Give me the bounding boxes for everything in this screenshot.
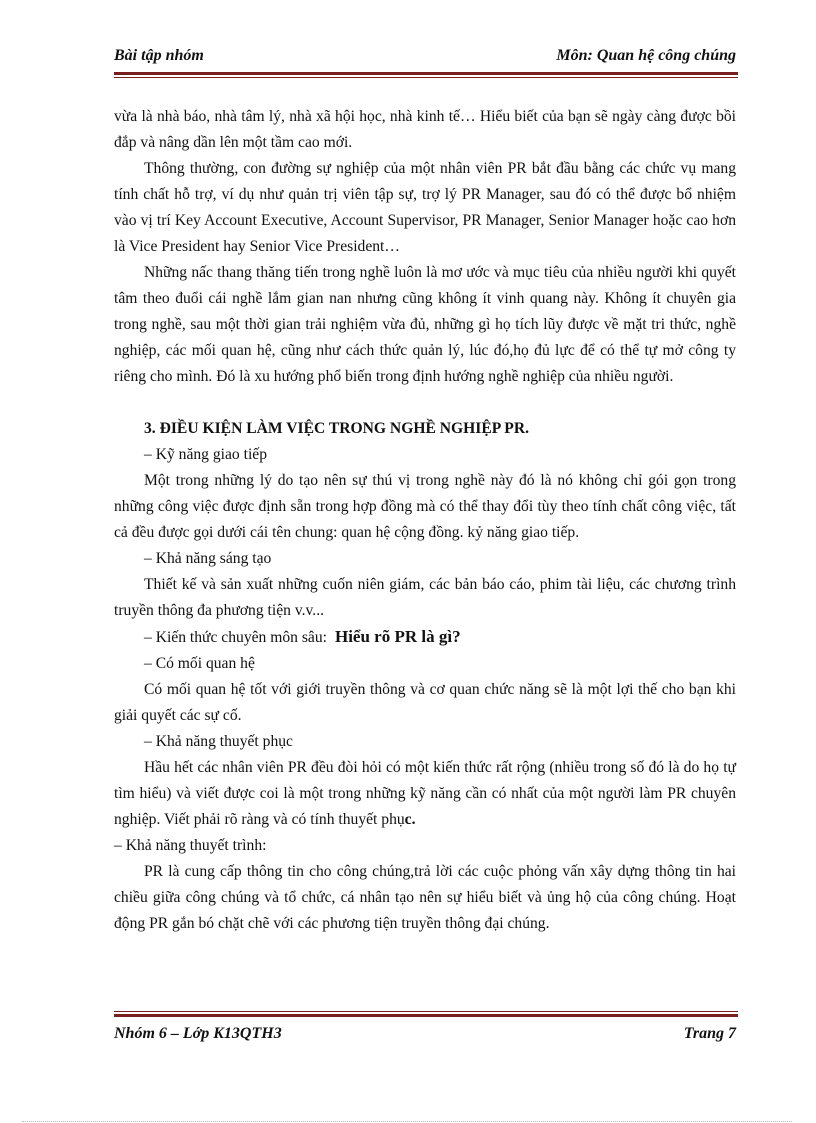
persuasion-text: Hầu hết các nhân viên PR đều đòi hỏi có một kiến thức rất rộng (nhiều trong số đó là do họ tự tìm hiểu) và viết được coi là một trong những kỹ năng cần có nhất của một người làm PR chuyên nghiệp. Viết phải rõ ràng và có tính thuyết phụ	[114, 759, 736, 828]
list-item-communication: – Kỹ năng giao tiếp	[144, 446, 267, 463]
expertise-emphasis: Hiểu rõ PR là gì?	[334, 627, 461, 646]
expertise-label: – Kiến thức chuyên môn sâu:	[144, 629, 327, 646]
page-body	[114, 104, 736, 937]
list-item-presentation: – Khả năng thuyết trình:	[114, 837, 267, 854]
paragraph-presentation: PR là cung cấp thông tin cho công chúng,trả lời các cuộc phỏng vấn xây dựng thông tin hai chiều giữa công chúng và tổ chức, cá nhân tạo nên sự hiểu biết và ủng hộ của công chúng. Hoạt động PR gắn bó chặt chẽ với các phương tiện truyền thông đại chúng.	[114, 863, 736, 932]
page-header	[114, 47, 736, 71]
page-footer	[114, 1025, 736, 1049]
persuasion-end: c.	[404, 811, 416, 828]
footer-rule-thick	[114, 1014, 738, 1017]
list-item-creativity: – Khả năng sáng tạo	[144, 550, 272, 567]
header-rule-thick	[114, 72, 738, 75]
section-heading: 3. ĐIỀU KIỆN LÀM VIỆC TRONG NGHỀ NGHIỆP PR.	[144, 420, 529, 437]
paragraph-2: Thông thường, con đường sự nghiệp của một nhân viên PR bắt đầu bằng các chức vụ mang tính chất hỗ trợ, ví dụ như quản trị viên tập sự, trợ lý PR Manager, sau đó có thể được bổ nhiệm vào vị trí Key Account Executive, Account Supervisor, PR Manager, Senior Manager hoặc cao hơn là Vice President hay Senior Vice President…	[114, 160, 736, 255]
paragraph-persuasion	[114, 755, 736, 833]
footer-rule-thin	[114, 1011, 738, 1012]
page-edge-divider	[22, 1121, 792, 1122]
list-item-expertise	[114, 624, 736, 651]
paragraph-relationships: Có mối quan hệ tốt với giới truyền thông và cơ quan chức năng sẽ là một lợi thế cho bạn khi giải quyết các sự cố.	[114, 681, 736, 724]
list-item-persuasion: – Khả năng thuyết phục	[144, 733, 293, 750]
footer-left: Nhóm 6 – Lớp K13QTH3	[114, 1025, 282, 1042]
paragraph-3: Những nấc thang thăng tiến trong nghề luôn là mơ ước và mục tiêu của nhiều người khi quyết tâm theo đuổi cái nghề lắm gian nan nhưng cũng không ít vinh quang này. Không ít chuyên gia trong nghề, sau một thời gian trải nghiệm vừa đủ, những gì họ tích lũy được về mặt tri thức, nghề nghiệp, các mối quan hệ, cũng như cách thức quản lý, lúc đó,họ đủ lực để có thể tự mở công ty riêng cho mình. Đó là xu hướng phổ biến trong định hướng nghề nghiệp của nhiều người.	[114, 264, 736, 385]
header-right: Môn: Quan hệ công chúng	[556, 47, 736, 64]
paragraph-1: vừa là nhà báo, nhà tâm lý, nhà xã hội học, nhà kinh tế… Hiểu biết của bạn sẽ ngày càng được bồi đắp và nâng dần lên một tầm cao mới.	[114, 108, 736, 151]
header-left: Bài tập nhóm	[114, 47, 204, 64]
list-item-relationships: – Có mối quan hệ	[144, 655, 255, 672]
header-rule-thin	[114, 77, 738, 78]
page-number: Trang 7	[683, 1025, 736, 1042]
paragraph-communication: Một trong những lý do tạo nên sự thú vị trong nghề này đó là nó không chỉ gói gọn trong những công việc được định sẵn trong hợp đồng mà có thể thay đổi tùy theo tính chất công việc, tất cả đều được gọi dưới cái tên chung: quan hệ cộng đồng. kỷ năng giao tiếp.	[114, 472, 736, 541]
paragraph-creativity: Thiết kế và sản xuất những cuốn niên giám, các bản báo cáo, phim tài liệu, các chương trình truyền thông đa phương tiện v.v...	[114, 576, 736, 619]
